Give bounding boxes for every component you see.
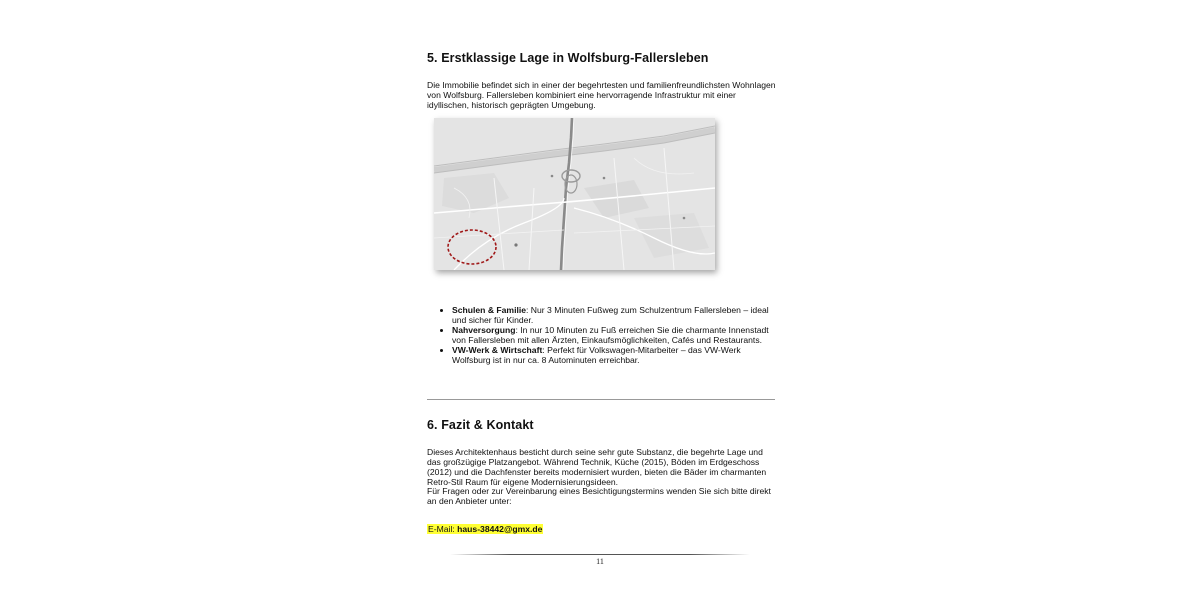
email-link[interactable]: haus-38442@gmx.de	[457, 524, 543, 534]
list-item	[452, 326, 777, 346]
bullet-text: : Perfekt für Volkswagen-Mitarbeiter – das VW-Werk Wolfsburg ist in nur ca. 8 Autominuten erreichbar.	[452, 344, 741, 365]
list-item	[452, 306, 777, 326]
section-5-heading: 5. Erstklassige Lage in Wolfsburg-Fallersleben	[427, 51, 709, 65]
bullet-text: : In nur 10 Minuten zu Fuß erreichen Sie die charmante Innenstadt von Fallersleben mit allen Ärzten, Einkaufsmöglichkeiten, Cafés und Restaurants.	[452, 324, 769, 345]
bullet-label: Nahversorgung	[452, 324, 516, 335]
section-6-paragraph-1: Dieses Architektenhaus besticht durch seine sehr gute Substanz, die begehrte Lage und das großzügige Platzangebot. Während Technik, Küche (2015), Böden im Erdgeschoss (2012) und die Dachfenster bereits modernisiert wurden, bieten die Bäder im charmanten Retro-Stil Raum für eigene Modernisierungsideen.	[427, 447, 767, 487]
section-6-heading: 6. Fazit & Kontakt	[427, 418, 534, 432]
section-divider	[427, 399, 775, 400]
footer-divider	[450, 554, 750, 555]
map-graphic	[434, 118, 715, 270]
location-map	[434, 118, 715, 270]
contact-email-line	[427, 524, 543, 534]
bullet-label: VW-Werk & Wirtschaft	[452, 344, 543, 355]
list-item	[452, 346, 777, 366]
location-bullet-list	[427, 306, 777, 365]
section-6-paragraph-2: Für Fragen oder zur Vereinbarung eines Besichtigungstermins wenden Sie sich bitte direkt an den Anbieter unter:	[427, 486, 771, 506]
bullet-text: : Nur 3 Minuten Fußweg zum Schulzentrum Fallersleben – ideal und sicher für Kinder.	[452, 305, 769, 325]
page-number: 11	[596, 557, 604, 566]
section-5-intro: Die Immobilie befindet sich in einer der begehrtesten und familienfreundlichsten Wohnlagen von Wolfsburg. Fallersleben kombiniert eine hervorragende Infrastruktur mit einer idyllischen, historisch geprägten Umgebung.	[427, 80, 776, 110]
bullet-label: Schulen & Familie	[452, 305, 527, 315]
email-label: E-Mail:	[428, 524, 458, 534]
